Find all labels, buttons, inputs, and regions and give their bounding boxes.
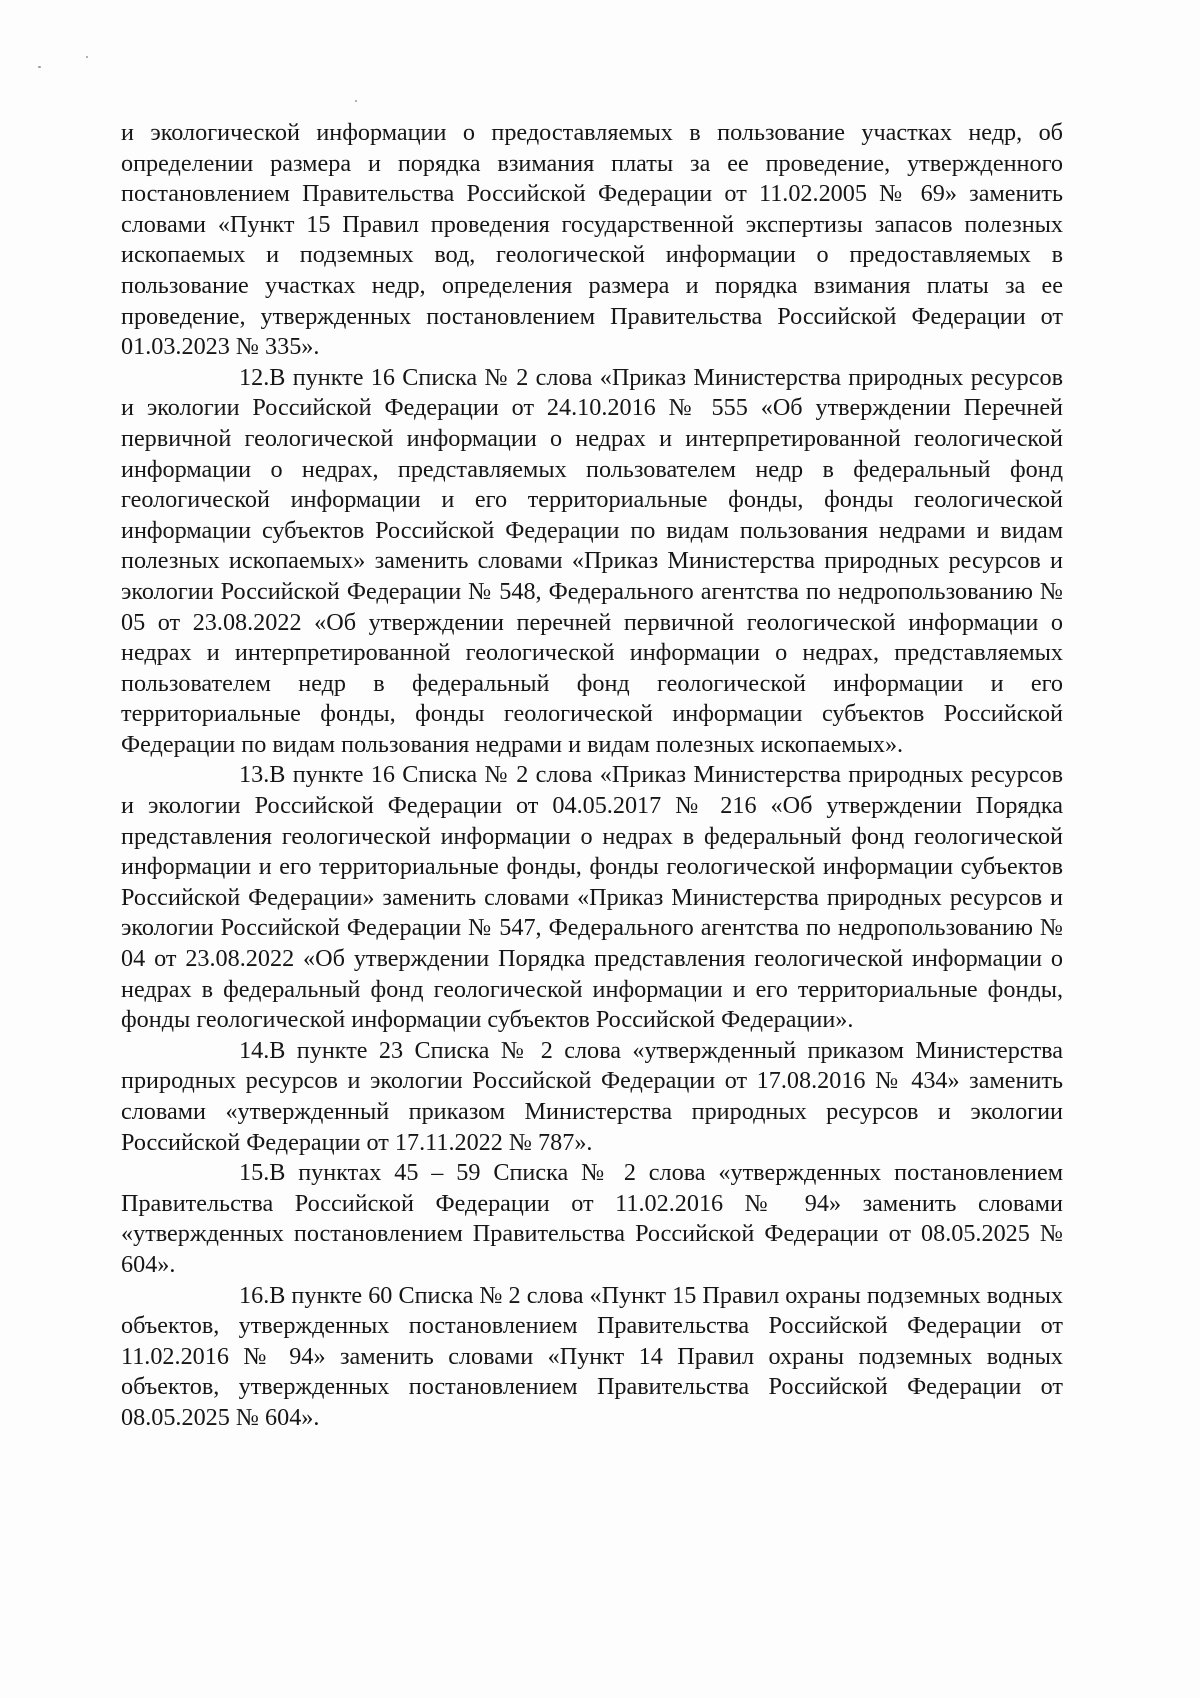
paragraph-text: В пункте 23 Списка № 2 слова «утвержденный приказом Министерства природных ресурсов и экологии Российской Федерации от 17.08.2016 № 434» заменить словами «утвержденный приказом Министерства природных ресурсов и экологии Российской Федерации от 17.11.2022 № 787». — [121, 1036, 1063, 1156]
paragraph-text: В пунктах 45 – 59 Списка № 2 слова «утвержденных постановлением Правительства Российской Федерации от 11.02.2016 № 94» заменить словами «утвержденных постановлением Правительства Российской Федерации от 08.05.2025 № 604». — [121, 1159, 1063, 1278]
paragraph-number: 14. — [239, 1036, 270, 1064]
paragraph-16 — [121, 1281, 1063, 1434]
paragraph-15 — [121, 1158, 1063, 1280]
paragraph-text: и экологической информации о предоставляемых в пользование участках недр, об определении размера и порядка взимания платы за ее проведение, утвержденного постановлением Правительства Российской Федерации от 11.02.2005 № 69» заменить словами «Пункт 15 Правил проведения государственной экспертизы запасов полезных ископаемых и подземных вод, геологической информации о предоставляемых в пользование участках недр, определения размера и порядка взимания платы за ее проведение, утвержденных постановлением Правительства Российской Федерации от 01.03.2023 № 335». — [121, 119, 1063, 361]
paragraph-number: 15. — [239, 1159, 270, 1187]
paragraph-text: В пункте 16 Списка № 2 слова «Приказ Министерства природных ресурсов и экологии Российской Федерации от 24.10.2016 № 555 «Об утверждении Перечней первичной геологической информации о недрах и интерпретированной геологической информации о недрах, представляемых пользователем недр в федеральный фонд геологической информации и его территориальные фонды, фонды геологической информации субъектов Российской Федерации по видам пользования недрами и видам полезных ископаемых» заменить словами «Приказ Министерства природных ресурсов и экологии Российской Федерации № 548, Федерального агентства по недропользованию № 05 от 23.08.2022 «Об утверждении перечней первичной геологической информации о недрах и интерпретированной геологической информации о недрах, представляемых пользователем недр в федеральный фонд геологической информации и его территориальные фонды, фонды геологической информации субъектов Российской Федерации по видам пользования недрами и видам полезных ископаемых». — [121, 363, 1063, 758]
paragraph-number: 13. — [239, 761, 270, 789]
paragraph-12 — [121, 363, 1063, 761]
paragraph-number: 16. — [239, 1281, 270, 1309]
scan-speck — [38, 66, 41, 68]
scan-speck — [86, 56, 88, 58]
paragraph-number: 12. — [239, 363, 270, 391]
paragraph-13 — [121, 760, 1063, 1035]
paragraph-14 — [121, 1036, 1063, 1158]
paragraph-text: В пункте 60 Списка № 2 слова «Пункт 15 Правил охраны подземных водных объектов, утвержденных постановлением Правительства Российской Федерации от 11.02.2016 № 94» заменить словами «Пункт 14 Правил охраны подземных водных объектов, утвержденных постановлением Правительства Российской Федерации от 08.05.2025 № 604». — [121, 1281, 1063, 1431]
document-body — [121, 118, 1063, 1434]
scan-speck — [355, 100, 357, 102]
paragraph-text: В пункте 16 Списка № 2 слова «Приказ Министерства природных ресурсов и экологии Российской Федерации от 04.05.2017 № 216 «Об утверждении Порядка представления геологической информации о недрах в федеральный фонд геологической информации и его территориальные фонды, фонды геологической информации субъектов Российской Федерации» заменить словами «Приказ Министерства природных ресурсов и экологии Российской Федерации № 547, Федерального агентства по недропользованию № 04 от 23.08.2022 «Об утверждении Порядка представления геологической информации о недрах в федеральный фонд геологической информации и его территориальные фонды, фонды геологической информации субъектов Российской Федерации». — [121, 761, 1063, 1034]
paragraph-continuation — [121, 118, 1063, 363]
